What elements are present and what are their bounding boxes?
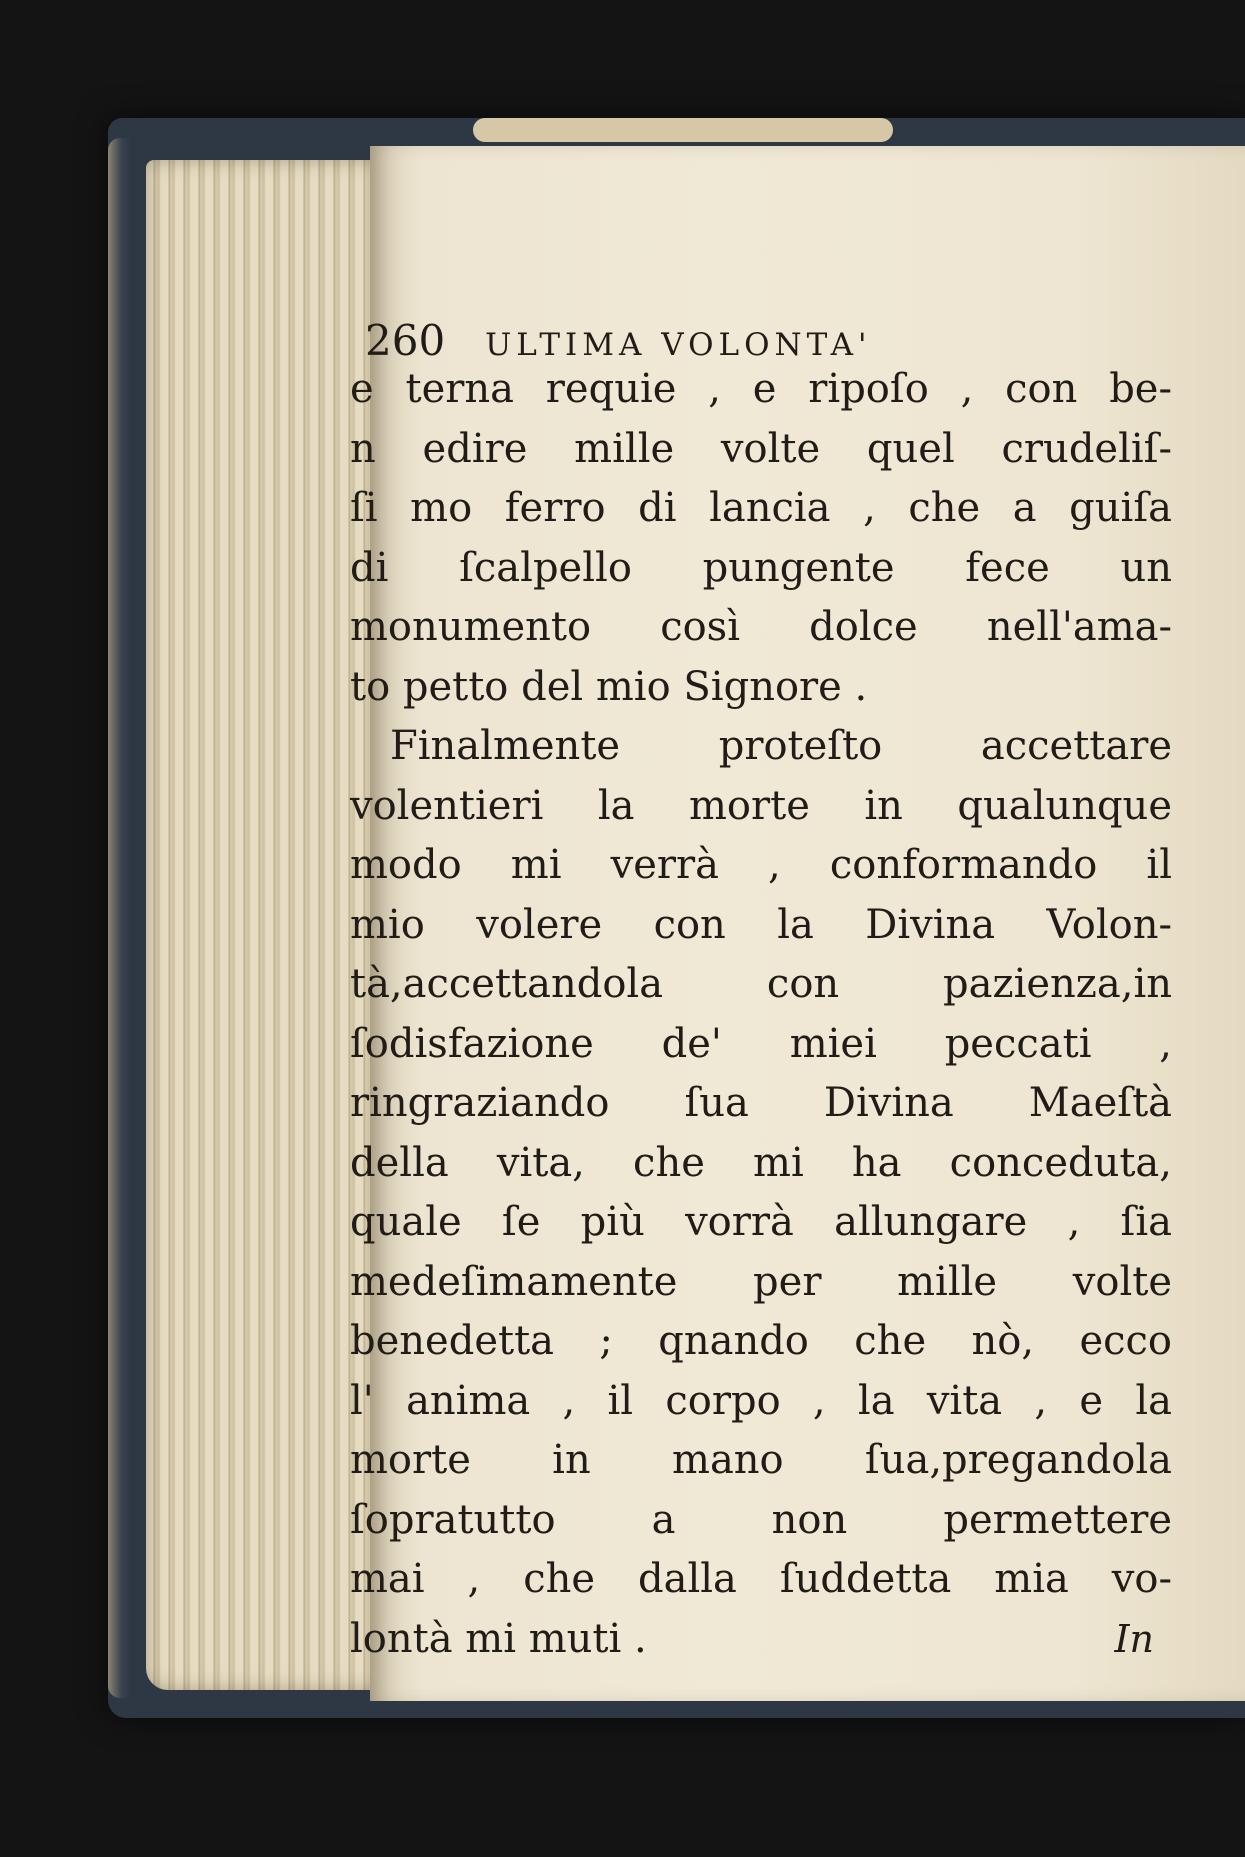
text-line: ſi mo ferro di lancia , che a guiſa xyxy=(350,485,1172,531)
text-line: medeſimamente per mille volte xyxy=(350,1258,1172,1305)
text-line: quale ſe più vorrà allungare , ſia xyxy=(350,1199,1172,1245)
text-line: della vita, che mi ha conceduta, xyxy=(350,1139,1172,1186)
text-line: volentieri la morte in qualunque xyxy=(350,782,1172,829)
text-line: e terna requie , e ripoſo , con be- xyxy=(350,366,1172,412)
text-line: monumento così dolce nell'ama- xyxy=(350,604,1172,650)
text-line: lontà mi muti . xyxy=(350,1616,647,1663)
text-line: ſopratutto a non permettere xyxy=(350,1496,1172,1543)
last-line xyxy=(350,1610,1172,1670)
text-line: mio volere con la Divina Volon- xyxy=(350,901,1172,948)
text-line: mai , che dalla ſuddetta mia vo- xyxy=(350,1556,1172,1602)
text-line: tà,accettandola con pazienza,in xyxy=(350,961,1172,1007)
text-line: ſodisfazione de' miei peccati , xyxy=(350,1020,1172,1067)
page-number: 260 xyxy=(365,316,446,365)
text-block xyxy=(350,360,1172,1669)
page-header xyxy=(365,316,965,366)
text-line: n edire mille volte quel crudeliſ- xyxy=(350,425,1172,472)
text-line: di ſcalpello pungente fece un xyxy=(350,544,1172,591)
text-line: morte in mano ſua,pregandola xyxy=(350,1437,1172,1483)
running-head: ULTIMA VOLONTA' xyxy=(485,327,872,363)
text-line: benedetta ; qnando che nò, ecco xyxy=(350,1318,1172,1364)
catchword: In xyxy=(1114,1617,1154,1662)
text-line: Finalmente proteſto accettare xyxy=(390,723,1172,769)
text-line: ringraziando ſua Divina Maeſtà xyxy=(350,1080,1172,1126)
spine-edge xyxy=(108,138,130,1698)
text-line: l' anima , il corpo , la vita , e la xyxy=(350,1377,1172,1424)
cover-wear xyxy=(473,118,893,142)
text-line: modo mi verrà , conformando il xyxy=(350,842,1172,888)
text-line: to petto del mio Signore . xyxy=(350,663,868,710)
